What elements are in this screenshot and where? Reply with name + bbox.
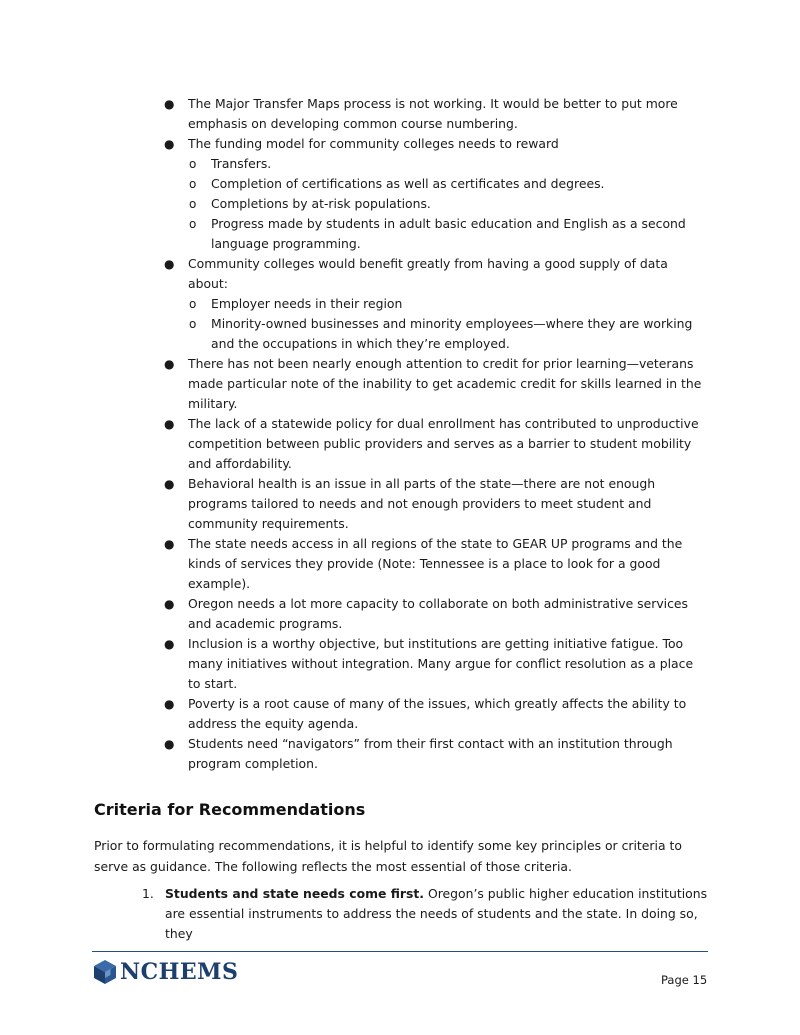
- sub-item-text: Minority-owned businesses and minority employees—where they are working and the occupations in which they’re employed.: [211, 316, 693, 351]
- bullet-text: Oregon needs a lot more capacity to collaborate on both administrative services and academic programs.: [188, 596, 688, 631]
- bullet-text: The lack of a statewide policy for dual enrollment has contributed to unproductive competition between public providers and serves as a barrier to student mobility and affordability.: [188, 416, 699, 471]
- bullet-item: [164, 594, 708, 634]
- bullet-text: Community colleges would benefit greatly from having a good supply of data about:: [188, 256, 668, 291]
- sub-item-text: Employer needs in their region: [211, 296, 403, 311]
- section-heading: Criteria for Recommendations: [94, 800, 366, 819]
- section-intro: Prior to formulating recommendations, it is helpful to identify some key principles or criteria to serve as guidance. The following reflects the most essential of those criteria.: [94, 838, 682, 874]
- bullet-marker: ●: [164, 597, 175, 611]
- sub-item: [189, 154, 708, 174]
- bullet-item: [164, 734, 708, 774]
- bullet-item: [164, 474, 708, 534]
- cube-logo-icon: [93, 959, 117, 985]
- bullet-marker: ●: [164, 417, 175, 431]
- sub-marker: o: [189, 217, 197, 231]
- nchems-logo: [93, 958, 238, 986]
- bullet-text: The state needs access in all regions of the state to GEAR UP programs and the kinds of services they provide (Note: Tennessee is a place to look for a good example).: [188, 536, 683, 591]
- footer-rule: [92, 951, 708, 952]
- bullet-marker: ●: [164, 97, 175, 111]
- sub-item-text: Transfers.: [211, 156, 272, 171]
- bullet-item: [164, 94, 708, 134]
- bullet-item: [164, 414, 708, 474]
- bullet-marker: ●: [164, 737, 175, 751]
- numbered-item: [142, 884, 710, 944]
- sub-marker: o: [189, 157, 197, 171]
- bullet-marker: ●: [164, 257, 175, 271]
- sub-marker: o: [189, 317, 197, 331]
- item-text: Oregon’s public higher education institutions are essential instruments to address the needs of students and the state. In doing so, they: [165, 886, 708, 941]
- sub-item: [189, 194, 708, 214]
- item-number: 1.: [142, 886, 154, 901]
- bullet-item: [164, 354, 708, 414]
- bullet-item: [164, 694, 708, 734]
- bullet-item: [164, 254, 708, 354]
- bullet-marker: ●: [164, 477, 175, 491]
- sub-item: [189, 174, 708, 194]
- bullet-text: Poverty is a root cause of many of the issues, which greatly affects the ability to address the equity agenda.: [188, 696, 687, 731]
- sub-item: [189, 294, 708, 314]
- sub-item-text: Progress made by students in adult basic education and English as a second language programming.: [211, 216, 686, 251]
- sub-marker: o: [189, 297, 197, 311]
- bullet-text: The funding model for community colleges needs to reward: [188, 136, 559, 151]
- sub-marker: o: [189, 197, 197, 211]
- sub-item-text: Completion of certifications as well as certificates and degrees.: [211, 176, 605, 191]
- sub-item-text: Completions by at-risk populations.: [211, 196, 431, 211]
- bullet-marker: ●: [164, 357, 175, 371]
- bullet-text: Students need “navigators” from their first contact with an institution through program completion.: [188, 736, 673, 771]
- bullet-text: The Major Transfer Maps process is not working. It would be better to put more emphasis on developing common course numbering.: [188, 96, 678, 131]
- numbered-list: [142, 884, 710, 944]
- bullet-text: There has not been nearly enough attention to credit for prior learning—veterans made particular note of the inability to get academic credit for skills learned in the military.: [188, 356, 702, 411]
- logo-text: NCHEMS: [120, 959, 239, 985]
- bullet-marker: ●: [164, 537, 175, 551]
- bullet-text: Inclusion is a worthy objective, but institutions are getting initiative fatigue. Too many initiatives without integration. Many argue for conflict resolution as a place to start.: [188, 636, 694, 691]
- bullet-marker: ●: [164, 697, 175, 711]
- sub-item: [189, 214, 708, 254]
- item-lead: Students and state needs come first.: [165, 886, 425, 901]
- bullet-item: [164, 134, 708, 254]
- bullet-marker: ●: [164, 137, 175, 151]
- bullet-marker: ●: [164, 637, 175, 651]
- page-number: Page 15: [661, 973, 708, 987]
- sub-marker: o: [189, 177, 197, 191]
- bullet-list: [164, 94, 708, 774]
- sub-list: [188, 294, 708, 354]
- bullet-item: [164, 534, 708, 594]
- bullet-item: [164, 634, 708, 694]
- bullet-text: Behavioral health is an issue in all parts of the state—there are not enough programs tailored to needs and not enough providers to meet student and community requirements.: [188, 476, 656, 531]
- sub-list: [188, 154, 708, 254]
- sub-item: [189, 314, 708, 354]
